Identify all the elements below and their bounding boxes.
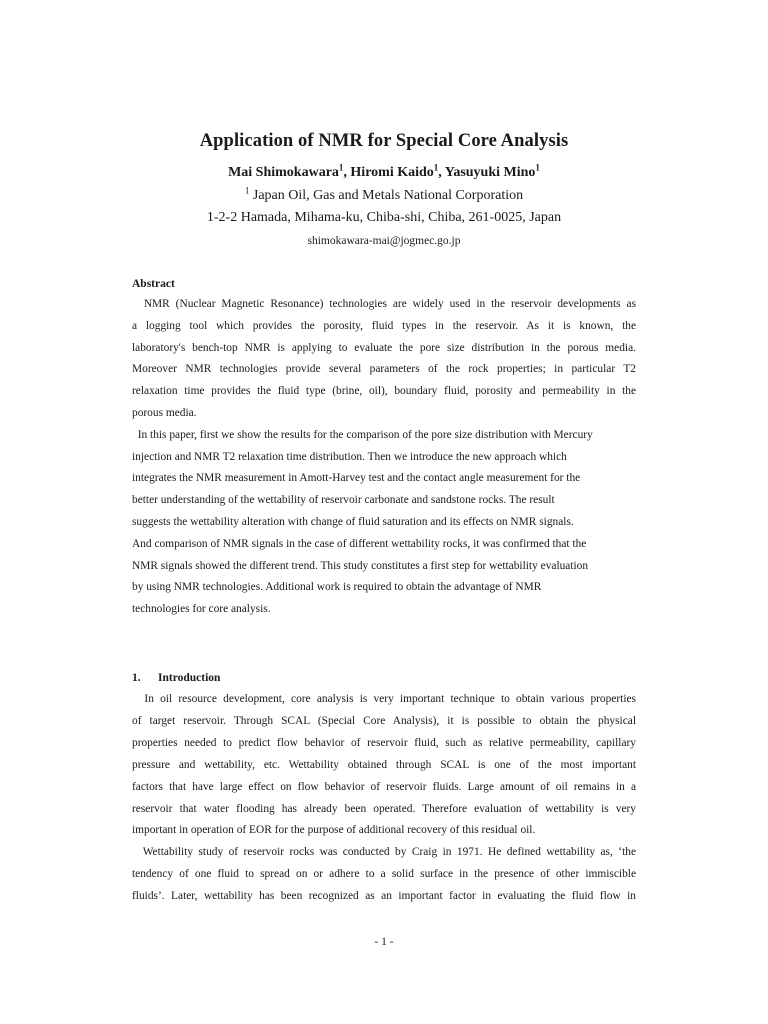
text-line: Moreover NMR technologies provide several parameters of the rock properties; in particular T2 bbox=[132, 363, 636, 376]
text-line: tendency of one fluid to spread on or adhere to a solid surface in the presence of other immiscible bbox=[132, 868, 636, 881]
author-name: Mai Shimokawara bbox=[228, 165, 339, 180]
text-line: fluids’. Later, wettability has been recognized as an important factor in evaluating the fluid flow in bbox=[132, 890, 636, 903]
author-name: Yasuyuki Mino bbox=[444, 165, 536, 180]
affiliation-address: 1-2-2 Hamada, Mihama-ku, Chiba-shi, Chiba, 261-0025, Japan bbox=[206, 210, 562, 225]
author-affiliation-mark: 1 bbox=[535, 162, 540, 173]
text-line: properties needed to predict flow behavior of reservoir fluid, such as relative permeability, capillary bbox=[132, 736, 636, 749]
affiliation bbox=[0, 185, 768, 204]
page-number: - 1 - bbox=[374, 936, 394, 948]
author-affiliation-mark: 1 bbox=[433, 162, 439, 173]
text-line: reservoir that water flooding has already been operated. Therefore evaluation of wettability is very bbox=[132, 802, 636, 815]
text-line: important in operation of EOR for the purpose of additional recovery of this residual oil. bbox=[132, 824, 536, 837]
text-line: In this paper, first we show the results for the comparison of the pore size distribution with Mercury bbox=[132, 428, 593, 441]
section-title: Introduction bbox=[158, 672, 221, 684]
text-line: better understanding of the wettability of reservoir carbonate and sandstone rocks. The result bbox=[132, 494, 555, 507]
text-line: pressure and wettability, etc. Wettability obtained through SCAL is one of the most important bbox=[132, 758, 636, 771]
author-name: Hiromi Kaido bbox=[350, 165, 434, 180]
affiliation-name: Japan Oil, Gas and Metals National Corporation bbox=[249, 188, 524, 203]
text-line: relaxation time provides the fluid type (brine, oil), boundary fluid, porosity and permeability in the bbox=[132, 385, 636, 398]
text-line: laboratory's bench-top NMR is applying to evaluate the pore size distribution in the porous media. bbox=[132, 341, 636, 354]
author-affiliation-mark: 1 bbox=[338, 162, 344, 173]
section-number: 1. bbox=[132, 672, 141, 684]
author-email: shimokawara-mai@jogmec.go.jp bbox=[307, 235, 461, 247]
text-line: NMR signals showed the different trend. This study constitutes a first step for wettability evaluation bbox=[132, 559, 589, 572]
text-line: of target reservoir. Through SCAL (Special Core Analysis), it is possible to obtain the physical bbox=[132, 714, 636, 727]
author-list bbox=[0, 162, 768, 181]
text-line: suggests the wettability alteration with change of fluid saturation and its effects on NMR signals. bbox=[132, 516, 574, 528]
text-line: NMR (Nuclear Magnetic Resonance) technologies are widely used in the reservoir developments as bbox=[132, 298, 636, 310]
text-line: In oil resource development, core analysis is very important technique to obtain various properties bbox=[132, 693, 636, 705]
text-line: integrates the NMR measurement in Amott-Harvey test and the contact angle measurement for the bbox=[132, 472, 581, 485]
text-line: factors that have large effect on flow behavior of reservoir fluids. Large amount of oil remains in a bbox=[132, 780, 636, 793]
text-line: a logging tool which provides the porosity, fluid types in the reservoir. As it is known, the bbox=[132, 319, 636, 332]
text-line: And comparison of NMR signals in the case of different wettability rocks, it was confirmed that the bbox=[132, 537, 587, 550]
paper-title: Application of NMR for Special Core Analysis bbox=[199, 131, 569, 151]
text-line: by using NMR technologies. Additional work is required to obtain the advantage of NMR bbox=[132, 581, 542, 594]
author-separator: , bbox=[438, 165, 445, 180]
affiliation-mark: 1 bbox=[244, 185, 250, 196]
text-line: technologies for core analysis. bbox=[132, 603, 271, 616]
author-separator: , bbox=[343, 165, 351, 180]
section-heading-introduction bbox=[132, 672, 220, 684]
text-line: injection and NMR T2 relaxation time distribution. Then we introduce the new approach which bbox=[132, 450, 567, 463]
text-line: Wettability study of reservoir rocks was conducted by Craig in 1971. He defined wettability as, ‘the bbox=[132, 846, 636, 859]
text-line: porous media. bbox=[132, 407, 197, 419]
abstract-heading: Abstract bbox=[132, 278, 175, 290]
